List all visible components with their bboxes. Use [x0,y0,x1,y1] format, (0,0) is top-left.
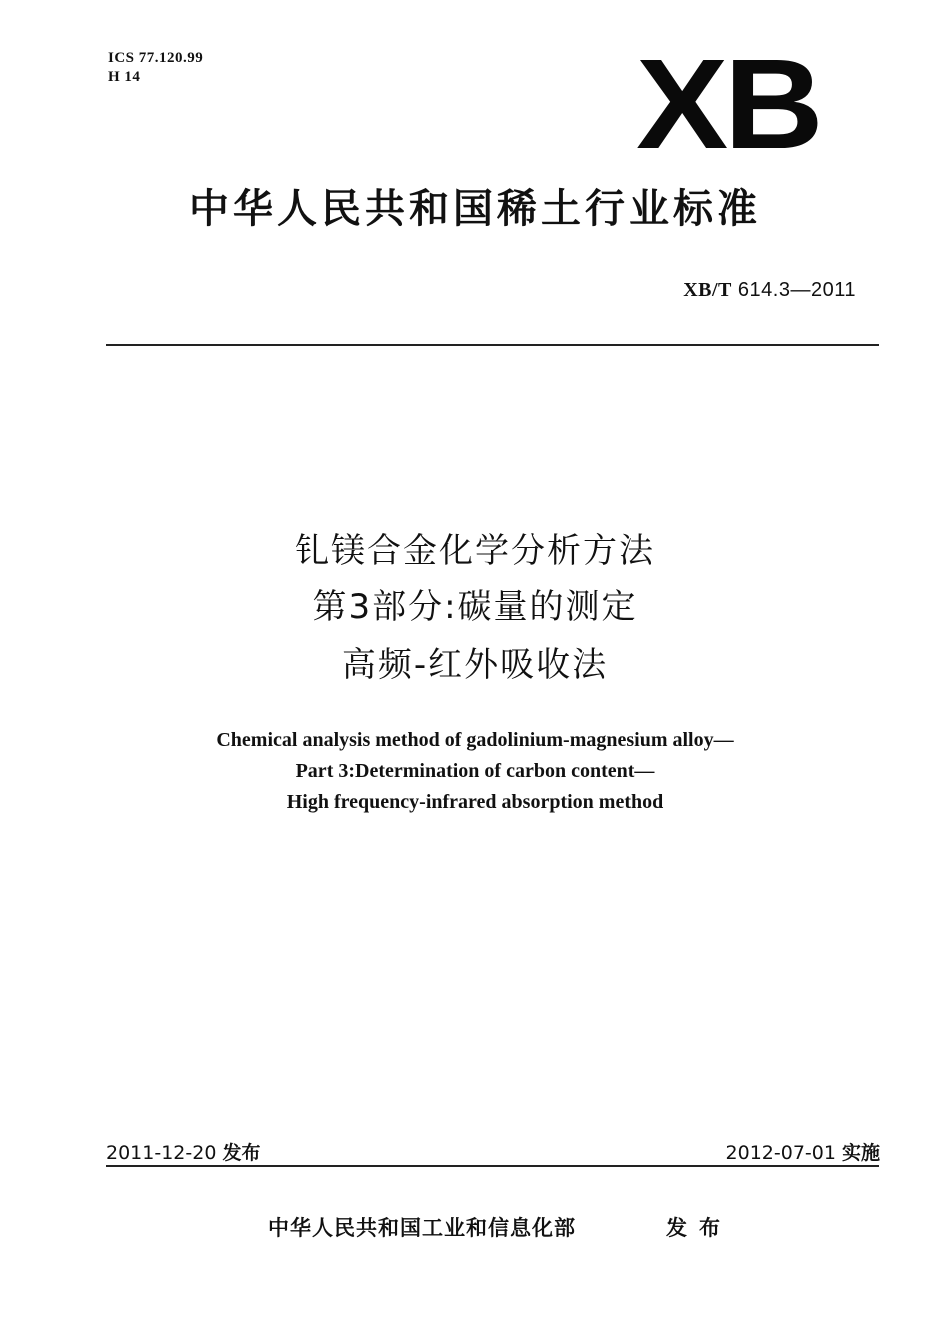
publish-label: 发布 [222,1142,261,1164]
top-divider [106,344,879,346]
standard-number-value: 614.3—2011 [731,279,856,301]
category-code: H 14 [108,69,141,85]
publish-date-value: 2011-12-20 [106,1142,217,1164]
issue-label: 发布 [666,1216,732,1240]
bottom-divider [106,1165,879,1167]
standard-number-prefix: XB/T [683,279,732,301]
issuer-name: 中华人民共和国工业和信息化部 [268,1216,576,1240]
en-title-line1: Chemical analysis method of gadolinium-magnesium alloy— [216,729,734,751]
en-title-line3: High frequency-infrared absorption method [286,791,664,813]
cn-title-line3: 高频-红外吸收法 [341,645,609,685]
standard-number [683,279,856,302]
en-title-line2: Part 3:Determination of carbon content— [295,760,655,782]
cn-title-line2: 第3部分:碳量的测定 [312,587,638,627]
cn-title-line1: 钆镁合金化学分析方法 [295,531,655,571]
xb-logo: XB [636,33,820,176]
ics-code: ICS 77.120.99 [108,50,204,66]
implement-date-value: 2012-07-01 [725,1142,836,1164]
implement-date [726,1138,880,1165]
implement-label: 实施 [841,1142,880,1164]
publish-date [106,1138,260,1165]
standard-title: 中华人民共和国稀土行业标准 [189,186,761,232]
